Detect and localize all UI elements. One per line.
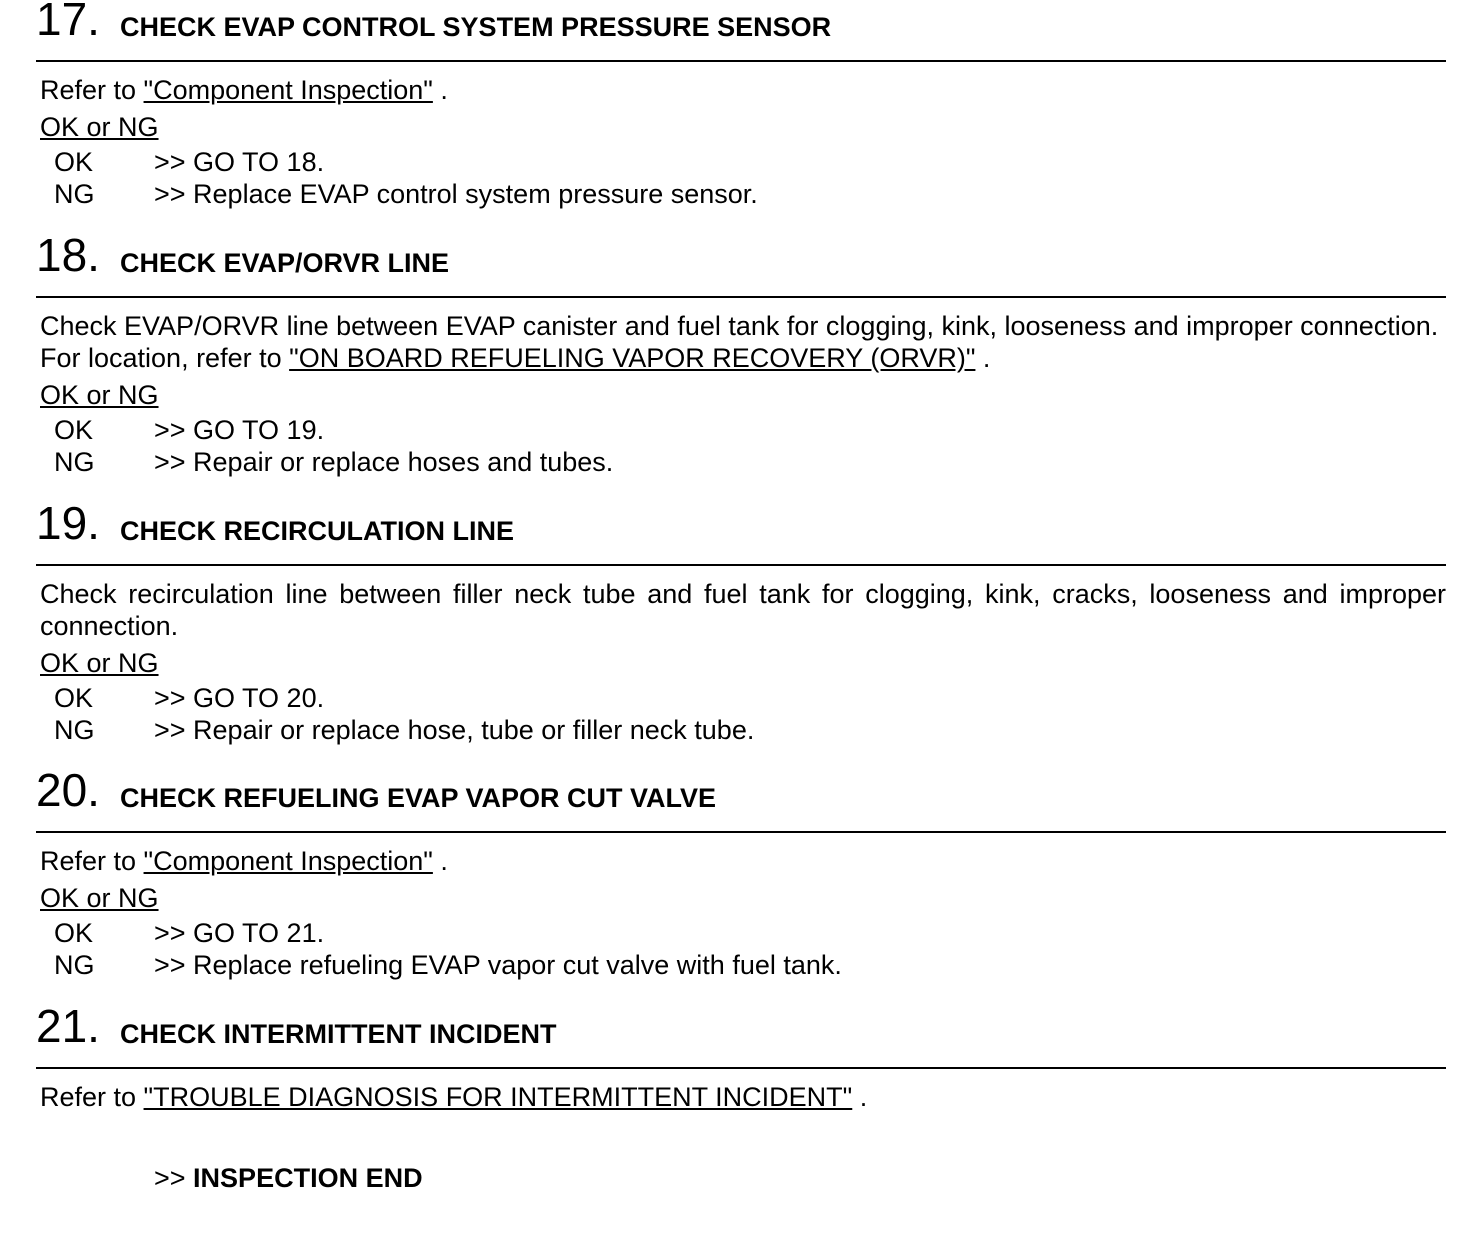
result-ok [54,414,1446,446]
result-key: NG [54,715,95,745]
step-instruction [40,1081,1446,1113]
result-ok [54,917,1446,949]
result-ng [54,178,1446,210]
result-key: OK [54,683,94,713]
result-action: >> Repair or replace hose, tube or filler neck tube. [154,715,755,745]
end-arrows: >> [154,1163,194,1193]
step-header [36,1000,1446,1069]
step-title: CHECK EVAP CONTROL SYSTEM PRESSURE SENSOR [120,12,832,42]
result-action: >> Replace EVAP control system pressure sensor. [154,179,758,209]
step-header [36,229,1446,298]
ok-or-ng-label: OK or NG [40,883,159,913]
result-action: >> GO TO 21. [154,918,325,948]
result-ng [54,446,1446,478]
component-inspection-link[interactable]: "Component Inspection" [143,846,433,876]
step-number: 20. [36,764,100,816]
result-action: >> Repair or replace hoses and tubes. [154,447,614,477]
instruction-text: Refer to [40,75,144,105]
inspection-end [154,1162,423,1194]
result-list [54,414,1446,478]
component-inspection-link[interactable]: "Component Inspection" [143,75,433,105]
result-key: OK [54,918,94,948]
result-ok [54,682,1446,714]
step-instruction [40,845,1446,877]
result-action: >> GO TO 19. [154,415,325,445]
instruction-end: . [432,846,448,876]
result-list [54,917,1446,981]
result-action: >> GO TO 20. [154,683,325,713]
step-instruction [40,310,1446,374]
instruction-text: Refer to [40,1082,144,1112]
step-title: CHECK RECIRCULATION LINE [120,516,514,546]
instruction-end: . [975,343,991,373]
step-18 [36,229,1446,478]
instruction-end: . [852,1082,868,1112]
orvr-link[interactable]: "ON BOARD REFUELING VAPOR RECOVERY (ORVR)" [289,343,976,373]
ok-or-ng-label: OK or NG [40,380,159,410]
result-ng [54,714,1446,746]
step-instruction: Check recirculation line between filler neck tube and fuel tank for clogging, kink, cracks, looseness and improper connection. [40,579,1446,641]
result-list [54,146,1446,210]
step-number: 21. [36,1000,100,1052]
ok-or-ng-label: OK or NG [40,112,159,142]
result-action: >> GO TO 18. [154,147,325,177]
instruction-text: Check EVAP/ORVR line between EVAP canister and fuel tank for clogging, kink, looseness and improper connection. For location, refer to [40,311,1439,373]
result-key: OK [54,415,94,445]
step-number: 19. [36,497,100,549]
result-list [54,682,1446,746]
step-header [36,497,1446,566]
step-20 [36,764,1446,981]
result-action: >> Replace refueling EVAP vapor cut valve with fuel tank. [154,950,842,980]
step-title: CHECK INTERMITTENT INCIDENT [120,1019,557,1049]
result-key: NG [54,179,95,209]
step-header [36,764,1446,833]
step-number: 17. [36,0,100,45]
intermittent-incident-link[interactable]: "TROUBLE DIAGNOSIS FOR INTERMITTENT INCIDENT" [143,1082,853,1112]
ok-or-ng-label: OK or NG [40,648,159,678]
result-key: OK [54,147,94,177]
step-21 [36,1000,1446,1113]
step-title: CHECK EVAP/ORVR LINE [120,248,450,278]
instruction-end: . [432,75,448,105]
step-17 [36,2,1446,210]
result-key: NG [54,950,95,980]
step-instruction [40,74,1446,106]
step-number: 18. [36,229,100,281]
instruction-text: Refer to [40,846,144,876]
result-ok [54,146,1446,178]
step-19 [36,497,1446,746]
end-label: INSPECTION END [193,1163,423,1193]
step-title: CHECK REFUELING EVAP VAPOR CUT VALVE [120,783,717,813]
result-key: NG [54,447,95,477]
result-ng [54,949,1446,981]
step-header [36,2,1446,62]
